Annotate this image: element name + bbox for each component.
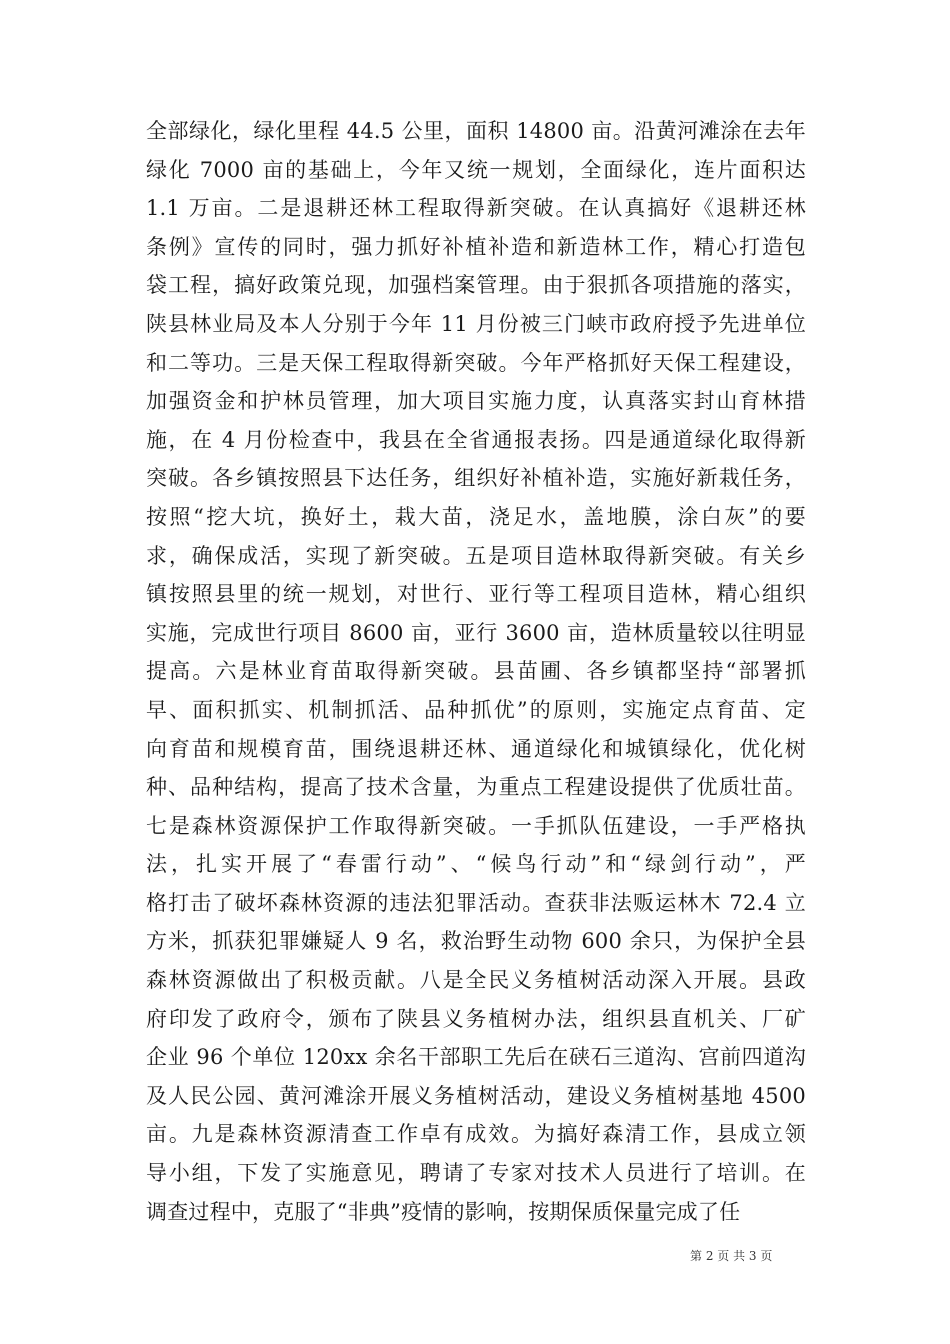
- text-line: 镇按照县里的统一规划，对世行、亚行等工程项目造林，精心组织: [146, 582, 806, 607]
- text-line: 格打击了破坏森林资源的违法犯罪活动。查获非法贩运林木 72.4 立: [146, 890, 806, 915]
- text-line: 府印发了政府令，颁布了陕县义务植树办法，组织县直机关、厂矿: [146, 1006, 806, 1031]
- text-line: 全部绿化，绿化里程 44.5 公里，面积 14800 亩。沿黄河滩涂在去年: [146, 119, 806, 143]
- text-line: 森林资源做出了积极贡献。八是全民义务植树活动深入开展。县政: [146, 968, 806, 993]
- text-line: 陕县林业局及本人分别于今年 11 月份被三门峡市政府授予先进单位: [146, 311, 806, 336]
- text-line: 导小组，下发了实施意见，聘请了专家对技术人员进行了培训。在: [146, 1161, 806, 1186]
- text-line: 种、品种结构，提高了技术含量，为重点工程建设提供了优质壮苗。: [146, 775, 806, 800]
- text-line: 条例》宣传的同时，强力抓好补植补造和新造林工作，精心打造包: [146, 234, 806, 259]
- text-line: 突破。各乡镇按照县下达任务，组织好补植补造，实施好新栽任务，: [146, 466, 806, 491]
- text-line: 亩。九是森林资源清查工作卓有成效。为搞好森清工作，县成立领: [146, 1122, 806, 1147]
- text-line: 七是森林资源保护工作取得新突破。一手抓队伍建设，一手严格执: [146, 813, 806, 838]
- text-line: 实施，完成世行项目 8600 亩，亚行 3600 亩，造林质量较以往明显: [146, 620, 806, 645]
- text-line: 向育苗和规模育苗，围绕退耕还林、通道绿化和城镇绿化，优化树: [146, 736, 806, 761]
- page-number-footer: 第 2 页 共 3 页: [690, 1249, 773, 1263]
- text-line: 1.1 万亩。二是退耕还林工程取得新突破。在认真搞好《退耕还林: [146, 196, 806, 221]
- text-line: 求，确保成活，实现了新突破。五是项目造林取得新突破。有关乡: [146, 543, 806, 568]
- text-line: 绿化 7000 亩的基础上，今年又统一规划，全面绿化，连片面积达: [146, 157, 806, 182]
- text-line: 加强资金和护林员管理，加大项目实施力度，认真落实封山育林措: [146, 389, 806, 414]
- text-line: 提高。六是林业育苗取得新突破。县苗圃、各乡镇都坚持“部署抓: [146, 659, 806, 684]
- text-line: 袋工程，搞好政策兑现，加强档案管理。由于狠抓各项措施的落实，: [146, 273, 806, 298]
- text-line: 施，在 4 月份检查中，我县在全省通报表扬。四是通道绿化取得新: [146, 427, 806, 452]
- text-line: 法，扎实开展了“春雷行动”、“候鸟行动”和“绿剑行动”，严: [146, 852, 806, 877]
- text-line: 早、面积抓实、机制抓活、品种抓优”的原则，实施定点育苗、定: [146, 697, 806, 722]
- body-text: [146, 112, 806, 1231]
- text-line: 调查过程中，克服了“非典”疫情的影响，按期保质保量完成了任: [146, 1199, 741, 1224]
- text-line: 方米，抓获犯罪嫌疑人 9 名，救治野生动物 600 余只，为保护全县: [146, 929, 806, 954]
- text-line: 按照“挖大坑，换好土，栽大苗，浇足水，盖地膜，涂白灰”的要: [146, 504, 806, 529]
- text-line: 和二等功。三是天保工程取得新突破。今年严格抓好天保工程建设，: [146, 350, 806, 375]
- text-line: 及人民公园、黄河滩涂开展义务植树活动，建设义务植树基地 4500: [146, 1083, 806, 1108]
- text-line: 企业 96 个单位 120xx 余名干部职工先后在硖石三道沟、宫前四道沟: [146, 1045, 806, 1070]
